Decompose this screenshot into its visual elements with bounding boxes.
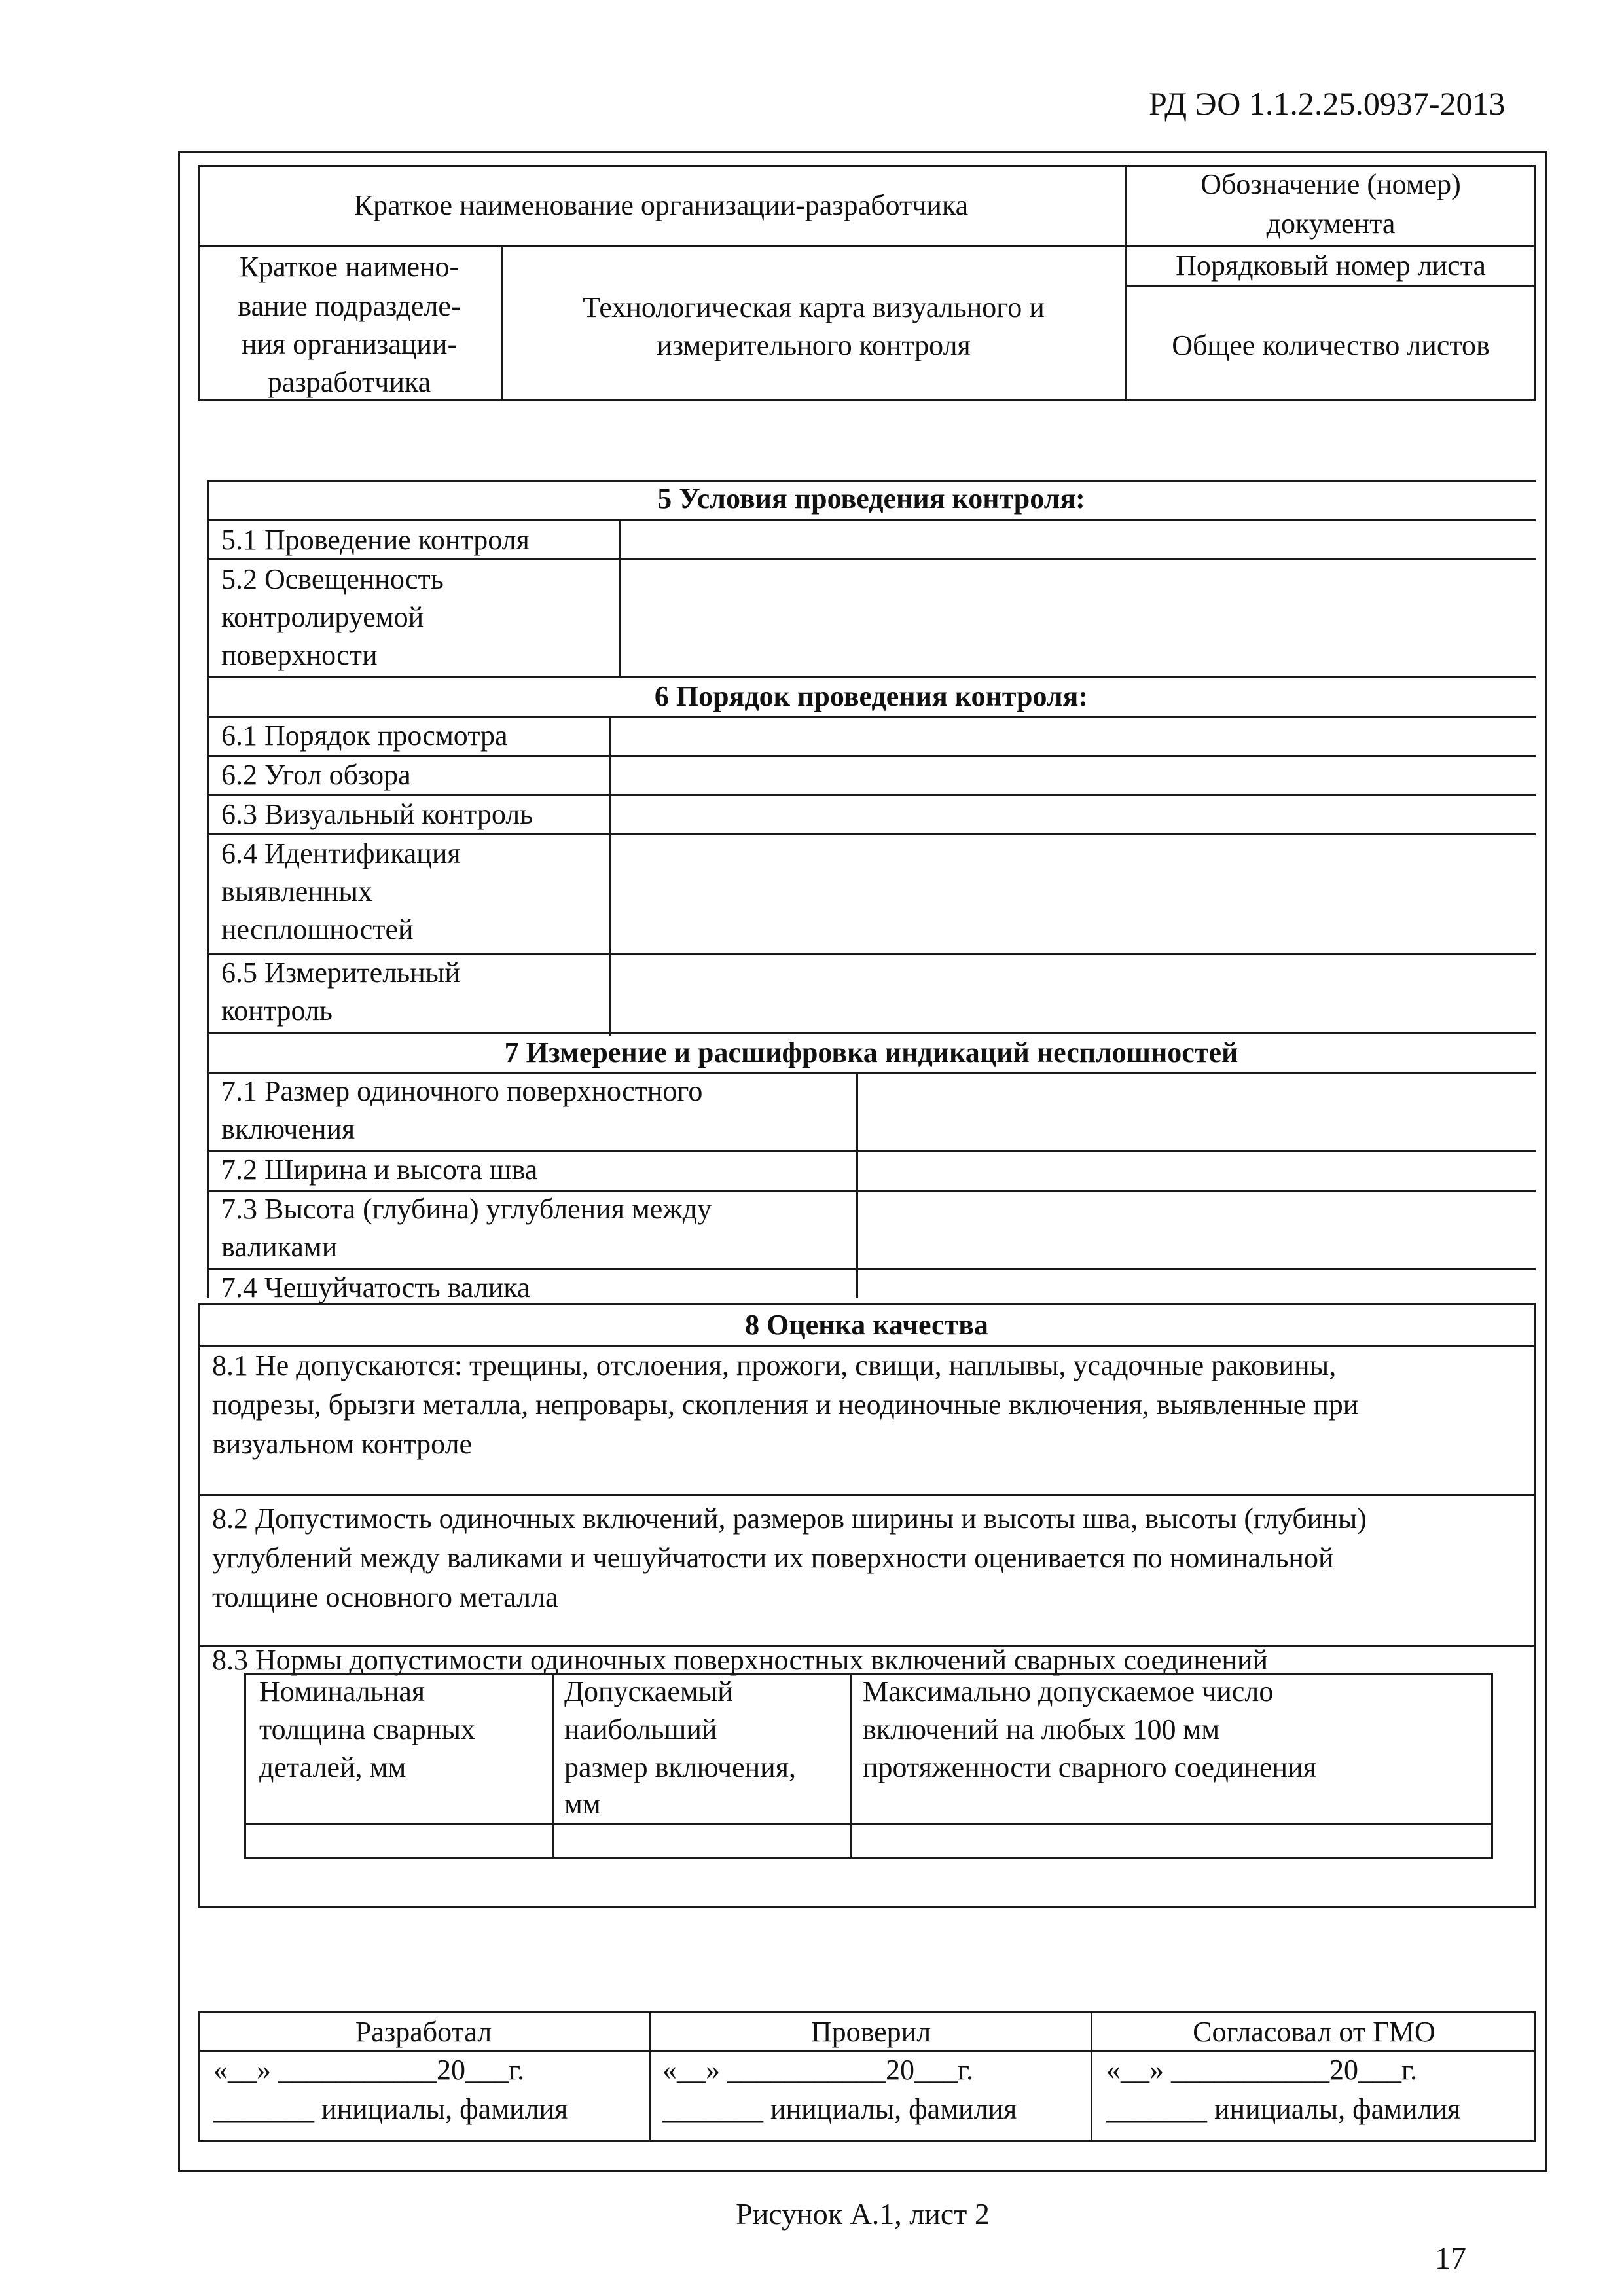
row-5-2-label-1: 5.2 Освещенность <box>221 563 444 595</box>
col-thickness-header-3: деталей, мм <box>259 1751 406 1783</box>
row-6-5-label-1: 6.5 Измерительный <box>221 957 460 989</box>
para-8-2-line-1: 8.2 Допустимость одиночных включений, размеров ширины и высоты шва, высоты (глубины) <box>212 1503 1367 1535</box>
para-8-1-line-2: подрезы, брызги металла, непровары, скопления и неодиночные включения, выявленные при <box>212 1389 1359 1421</box>
row-6-4-label-1: 6.4 Идентификация <box>221 837 461 869</box>
row-7-3-label-1: 7.3 Высота (глубина) углубления между <box>221 1193 712 1225</box>
row-5-1-label: 5.1 Проведение контроля <box>221 524 530 556</box>
col-thickness-header-2: толщина сварных <box>259 1713 475 1745</box>
col-max-size-header-4: мм <box>564 1788 601 1820</box>
checked-date-field: «__» ___________20___г. <box>662 2054 974 2086</box>
row-7-1-label-1: 7.1 Размер одиночного поверхностного <box>221 1075 703 1107</box>
page-number: 17 <box>1435 2241 1466 2276</box>
section-6-title: 6 Порядок проведения контроля: <box>654 680 1089 712</box>
para-8-2-line-3: толщине основного металла <box>212 1581 558 1613</box>
para-8-1-line-1: 8.1 Не допускаются: трещины, отслоения, прожоги, свищи, наплывы, усадочные раковины, <box>212 1349 1337 1381</box>
card-title-1: Технологическая карта визуального и <box>583 291 1045 323</box>
agreed-date-field: «__» ___________20___г. <box>1106 2054 1418 2086</box>
para-8-1-line-3: визуальном контроле <box>212 1428 473 1460</box>
row-7-2-label: 7.2 Ширина и высота шва <box>221 1154 538 1186</box>
sheet-number-label: Порядковый номер листа <box>1176 249 1486 282</box>
checked-by-label: Проверил <box>810 2016 931 2048</box>
checked-name-field: _______ инициалы, фамилия <box>662 2093 1017 2125</box>
col-max-count-header-2: включений на любых 100 мм <box>863 1713 1220 1745</box>
row-6-5-label-2: контроль <box>221 994 333 1027</box>
para-8-3-title: 8.3 Нормы допустимости одиночных поверхностных включений сварных соединений <box>212 1644 1269 1676</box>
developed-by-label: Разработал <box>355 2016 492 2048</box>
subdivision-label-4: разработчика <box>267 366 431 398</box>
figure-caption: Рисунок А.1, лист 2 <box>736 2197 990 2231</box>
col-max-count-header-3: протяженности сварного соединения <box>863 1751 1316 1783</box>
doc-designation-label-cont: документа <box>1266 208 1396 240</box>
col-max-size-header-1: Допускаемый <box>564 1675 733 1707</box>
developed-name-field: _______ инициалы, фамилия <box>213 2093 568 2125</box>
section-7-title: 7 Измерение и расшифровка индикаций несплошностей <box>504 1036 1238 1068</box>
doc-designation-label: Обозначение (номер) <box>1200 168 1461 200</box>
row-7-3-label-2: валиками <box>221 1231 338 1263</box>
row-6-3-label: 6.3 Визуальный контроль <box>221 798 533 830</box>
row-5-2-label-3: поверхности <box>221 639 378 671</box>
subdivision-label-3: ния организации- <box>241 328 458 360</box>
agreed-name-field: _______ инициалы, фамилия <box>1106 2093 1461 2125</box>
org-short-name-label: Краткое наименование организации-разработчика <box>353 189 969 221</box>
col-max-size-header-3: размер включения, <box>564 1751 796 1783</box>
row-7-1-label-2: включения <box>221 1113 355 1145</box>
row-6-4-label-3: несплошностей <box>221 913 414 945</box>
col-thickness-header-1: Номинальная <box>259 1675 425 1707</box>
para-8-2-line-2: углублений между валиками и чешуйчатости их поверхности оценивается по номинальной <box>212 1542 1334 1574</box>
card-title-2: измерительного контроля <box>657 329 971 361</box>
developed-date-field: «__» ___________20___г. <box>213 2054 525 2086</box>
sheets-total-label: Общее количество листов <box>1172 329 1490 361</box>
subdivision-label-2: вание подразделе- <box>238 290 461 322</box>
section-8-title: 8 Оценка качества <box>745 1309 988 1341</box>
row-5-2-label-2: контролируемой <box>221 601 424 633</box>
col-max-size-header-2: наибольший <box>564 1713 717 1745</box>
subdivision-label-1: Краткое наимено- <box>239 251 460 283</box>
row-6-1-label: 6.1 Порядок просмотра <box>221 720 508 752</box>
row-6-4-label-2: выявленных <box>221 875 372 907</box>
section-5-title: 5 Условия проведения контроля: <box>657 483 1085 515</box>
document-code: РД ЭО 1.1.2.25.0937-2013 <box>1149 85 1506 122</box>
row-7-4-label: 7.4 Чешуйчатость валика <box>221 1271 530 1303</box>
row-6-2-label: 6.2 Угол обзора <box>221 759 411 791</box>
col-max-count-header-1: Максимально допускаемое число <box>863 1675 1274 1707</box>
agreed-by-label: Согласовал от ГМО <box>1193 2016 1435 2048</box>
